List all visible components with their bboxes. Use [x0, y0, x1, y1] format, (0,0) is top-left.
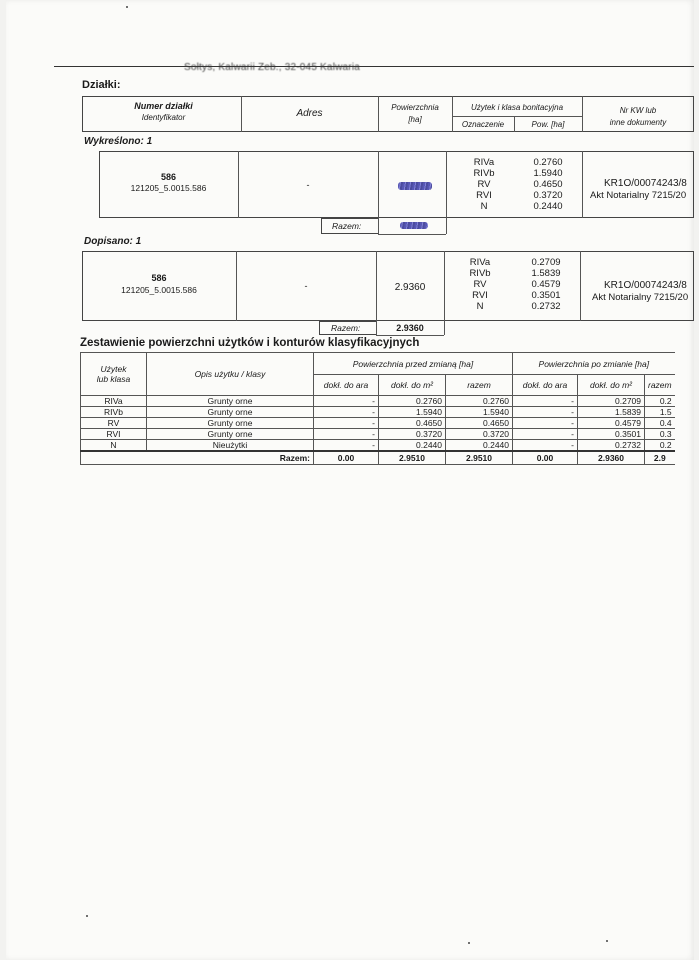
summary-h-m2: dokł. do m² — [578, 375, 645, 396]
class-cell: RIVb — [473, 168, 495, 179]
summary-cell-opis: Nieużytki — [147, 440, 314, 452]
dopisano-razem-value: 2.9360 — [396, 323, 424, 333]
area-cell: 0.2760 — [533, 157, 563, 168]
wykreslono-classes — [454, 157, 514, 212]
area-cell: 0.4579 — [531, 279, 561, 290]
summary-cell-opis: Grunty orne — [147, 429, 314, 440]
row-divider — [376, 335, 444, 336]
summary-cell-klasa: RV — [81, 418, 147, 429]
summary-cell-a-ara: - — [513, 418, 578, 429]
summary-h-m2: dokł. do m² — [379, 375, 446, 396]
summary-cell-p-razem: 0.4650 — [446, 418, 513, 429]
summary-h-uzytek-2: lub klasa — [96, 374, 131, 384]
dopisano-akt: Akt Notarialny 7215/20 — [592, 292, 689, 303]
summary-h-opis: Opis użytku / klasy — [147, 353, 314, 396]
summary-cell-p-razem: 1.5940 — [446, 407, 513, 418]
summary-cell-p-ara: - — [314, 396, 379, 407]
summary-total-cell: 2.9 — [645, 451, 675, 464]
document-page — [6, 0, 694, 960]
row-divider — [444, 251, 445, 335]
area-cell: 1.5940 — [533, 168, 563, 179]
area-cell: 0.3720 — [533, 190, 563, 201]
hdr-nr-kw: Nr KW lub — [619, 106, 657, 115]
summary-h-po: Powierzchnia po zmianie [ha] — [513, 353, 675, 375]
wykreslono-razem-label: Razem: — [332, 221, 362, 231]
summary-cell-a-ara: - — [513, 407, 578, 418]
summary-row — [81, 407, 675, 418]
area-cell: 0.2732 — [531, 301, 561, 312]
dopisano-numer: 586 — [151, 273, 167, 283]
hdr-oznaczenie: Oznaczenie — [461, 120, 505, 129]
class-cell: RIVa — [473, 157, 495, 168]
summary-total-label: Razem: — [81, 451, 314, 464]
summary-cell-p-razem: 0.2440 — [446, 440, 513, 452]
dopisano-razem-label: Razem: — [331, 323, 361, 333]
class-cell: RIVb — [469, 268, 491, 279]
zestawienie-title: Zestawienie powierzchni użytków i konturów klasyfikacyjnych — [80, 337, 420, 349]
summary-cell-opis: Grunty orne — [147, 396, 314, 407]
wykreslono-areas — [518, 157, 578, 212]
wykreslono-kw: KR1O/00074243/8 — [604, 178, 687, 189]
summary-cell-a-razem: 0.2 — [645, 440, 675, 452]
summary-table — [80, 352, 675, 465]
summary-cell-p-m2: 0.2440 — [379, 440, 446, 452]
hdr-powierzchnia: Powierzchnia — [391, 103, 439, 112]
summary-cell-p-m2: 0.3720 — [379, 429, 446, 440]
summary-h-uzytek-1: Użytek — [100, 364, 127, 374]
scan-speck — [468, 942, 470, 944]
class-cell: N — [476, 301, 484, 312]
summary-cell-a-ara: - — [513, 429, 578, 440]
row-divider — [446, 151, 447, 234]
summary-h-razem: razem — [645, 375, 675, 396]
summary-header-row — [81, 353, 675, 375]
summary-cell-a-m2: 0.4579 — [578, 418, 645, 429]
summary-cell-a-razem: 0.3 — [645, 429, 675, 440]
hdr-ha: [ha] — [408, 115, 422, 124]
summary-h-uzytek — [81, 353, 147, 396]
hdr-inne-dokumenty: inne dokumenty — [609, 118, 667, 127]
class-cell: RVI — [472, 290, 488, 301]
row-divider — [378, 234, 446, 235]
summary-cell-p-m2: 1.5940 — [379, 407, 446, 418]
summary-cell-klasa: N — [81, 440, 147, 452]
top-rule — [54, 66, 694, 67]
cutoff-header-text: Sołtys, Kalwarii Zeb., 32-045 Kalwaria — [184, 62, 361, 73]
scan-speck — [606, 940, 608, 942]
wykreslono-label: Wykreślono: 1 — [84, 136, 153, 147]
area-cell: 0.3501 — [531, 290, 561, 301]
crossed-out-area-scribble — [398, 182, 432, 190]
summary-cell-opis: Grunty orne — [147, 407, 314, 418]
summary-cell-klasa: RIVb — [81, 407, 147, 418]
class-cell: N — [480, 201, 488, 212]
wykreslono-identyfikator: 121205_5.0015.586 — [130, 183, 207, 193]
summary-cell-p-m2: 0.4650 — [379, 418, 446, 429]
dopisano-kw: KR1O/00074243/8 — [604, 280, 687, 291]
summary-row — [81, 440, 675, 452]
summary-row — [81, 418, 675, 429]
summary-row — [81, 396, 675, 407]
dopisano-adres: - — [304, 281, 308, 291]
area-cell: 0.2709 — [531, 257, 561, 268]
hdr-numer-dzialki: Numer działki — [134, 101, 193, 111]
summary-h-razem: razem — [446, 375, 513, 396]
summary-total-cell: 2.9510 — [379, 451, 446, 464]
scan-speck — [86, 915, 88, 917]
hdr-pow-ha: Pow. [ha] — [531, 120, 565, 129]
summary-cell-a-ara: - — [513, 440, 578, 452]
summary-cell-p-ara: - — [314, 429, 379, 440]
crossed-out-total-scribble — [400, 222, 428, 229]
row-divider — [582, 151, 583, 218]
class-cell: RV — [473, 279, 487, 290]
summary-h-przed: Powierzchnia przed zmianą [ha] — [314, 353, 513, 375]
summary-cell-a-ara: - — [513, 396, 578, 407]
class-cell: RVI — [476, 190, 492, 201]
summary-total-cell: 0.00 — [513, 451, 578, 464]
scan-speck — [126, 6, 128, 8]
dopisano-label: Dopisano: 1 — [84, 236, 142, 247]
summary-cell-p-razem: 0.3720 — [446, 429, 513, 440]
hdr-divider — [378, 96, 379, 132]
summary-cell-p-ara: - — [314, 407, 379, 418]
summary-cell-a-razem: 1.5 — [645, 407, 675, 418]
class-cell: RIVa — [469, 257, 491, 268]
summary-cell-a-razem: 0.4 — [645, 418, 675, 429]
summary-cell-p-ara: - — [314, 418, 379, 429]
summary-total-row — [81, 451, 675, 464]
summary-cell-p-ara: - — [314, 440, 379, 452]
summary-cell-klasa: RVI — [81, 429, 147, 440]
hdr-adres: Adres — [296, 108, 323, 119]
wykreslono-akt: Akt Notarialny 7215/20 — [590, 190, 687, 201]
class-cell: RV — [477, 179, 491, 190]
hdr-identyfikator: Identyfikator — [141, 113, 186, 122]
dopisano-identyfikator: 121205_5.0015.586 — [121, 285, 197, 295]
summary-cell-p-m2: 0.2760 — [379, 396, 446, 407]
summary-cell-a-m2: 0.2732 — [578, 440, 645, 452]
hdr-uzytek-klasa: Użytek i klasa bonitacyjna — [470, 103, 564, 112]
summary-cell-a-m2: 1.5839 — [578, 407, 645, 418]
summary-total-cell: 0.00 — [314, 451, 379, 464]
dopisano-powierzchnia: 2.9360 — [394, 282, 426, 293]
summary-cell-klasa: RIVa — [81, 396, 147, 407]
dopisano-areas — [516, 257, 576, 312]
area-cell: 0.4650 — [533, 179, 563, 190]
row-divider — [580, 251, 581, 321]
dzialki-title: Działki: — [82, 79, 121, 91]
wykreslono-numer: 586 — [160, 172, 177, 182]
summary-cell-a-razem: 0.2 — [645, 396, 675, 407]
summary-cell-a-m2: 0.2709 — [578, 396, 645, 407]
summary-total-cell: 2.9510 — [446, 451, 513, 464]
row-divider — [378, 151, 379, 234]
area-cell: 1.5839 — [531, 268, 561, 279]
summary-total-cell: 2.9360 — [578, 451, 645, 464]
summary-cell-p-razem: 0.2760 — [446, 396, 513, 407]
summary-h-ara: dokł. do ara — [314, 375, 379, 396]
summary-cell-a-m2: 0.3501 — [578, 429, 645, 440]
area-cell: 0.2440 — [533, 201, 563, 212]
summary-h-ara: dokł. do ara — [513, 375, 578, 396]
summary-cell-opis: Grunty orne — [147, 418, 314, 429]
dopisano-classes — [450, 257, 510, 312]
summary-row — [81, 429, 675, 440]
hdr-divider — [452, 116, 582, 117]
wykreslono-adres: - — [306, 180, 310, 190]
